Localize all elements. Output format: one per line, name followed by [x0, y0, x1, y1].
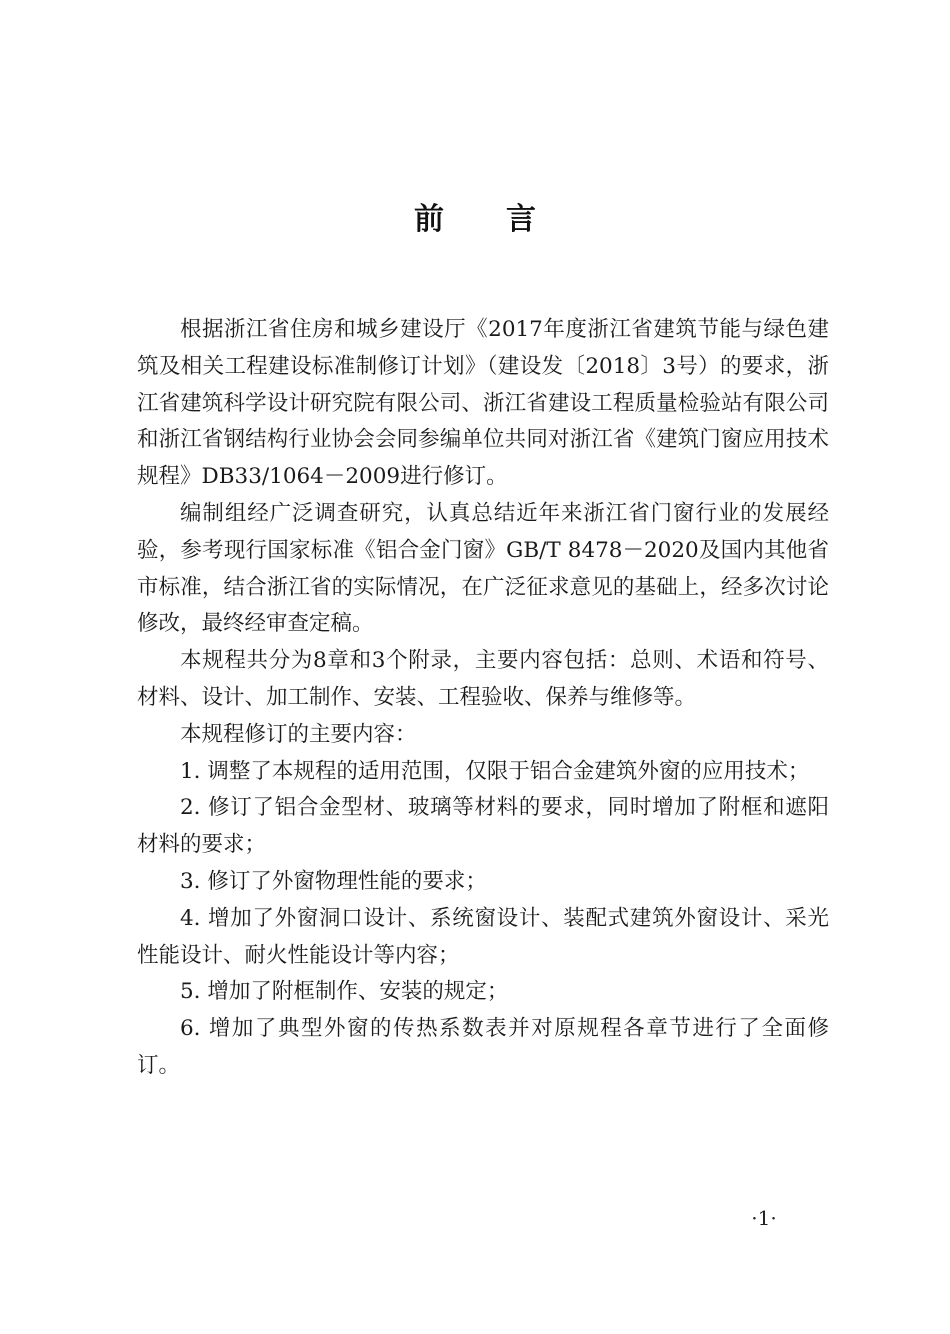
paragraph-revision-intro: 本规程修订的主要内容：: [180, 721, 417, 747]
paragraph-contents: 本规程共分为8章和3个附录，主要内容包括：总则、术语和符号、材料、设计、加工制作、安装、工程验收、保养与维修等。: [137, 648, 829, 710]
paragraph-basis: 根据浙江省住房和城乡建设厅《2017年度浙江省建筑节能与绿色建筑及相关工程建设标准制修订计划》（建设发〔2018〕3号）的要求，浙江省建筑科学设计研究院有限公司、浙江省建设工程质量检验站有限公司和浙江省钢结构行业协会会同参编单位共同对浙江省《建筑门窗应用技术规程》DB33/1064－2009进行修订。: [137, 317, 829, 490]
preface-body: [137, 312, 829, 1085]
revision-item-1: 1. 调整了本规程的适用范围，仅限于铝合金建筑外窗的应用技术；: [180, 758, 810, 784]
paragraph-research: 编制组经广泛调查研究，认真总结近年来浙江省门窗行业的发展经验，参考现行国家标准《铝合金门窗》GB/T 8478－2020及国内其他省市标准，结合浙江省的实际情况，在广泛征求意见的基础上，经多次讨论修改，最终经审查定稿。: [137, 500, 829, 637]
page-number: ·1·: [751, 1206, 777, 1230]
page-title: 前言: [414, 202, 598, 237]
revision-item-6: 6. 增加了典型外窗的传热系数表并对原规程各章节进行了全面修订。: [137, 1016, 829, 1078]
revision-item-5: 5. 增加了附框制作、安装的规定；: [180, 979, 509, 1005]
revision-item-2: 2. 修订了铝合金型材、玻璃等材料的要求，同时增加了附框和遮阳材料的要求；: [137, 795, 829, 858]
revision-item-3: 3. 修订了外窗物理性能的要求；: [180, 868, 487, 894]
revision-item-4: 4. 增加了外窗洞口设计、系统窗设计、装配式建筑外窗设计、采光性能设计、耐火性能设计等内容；: [137, 905, 829, 968]
